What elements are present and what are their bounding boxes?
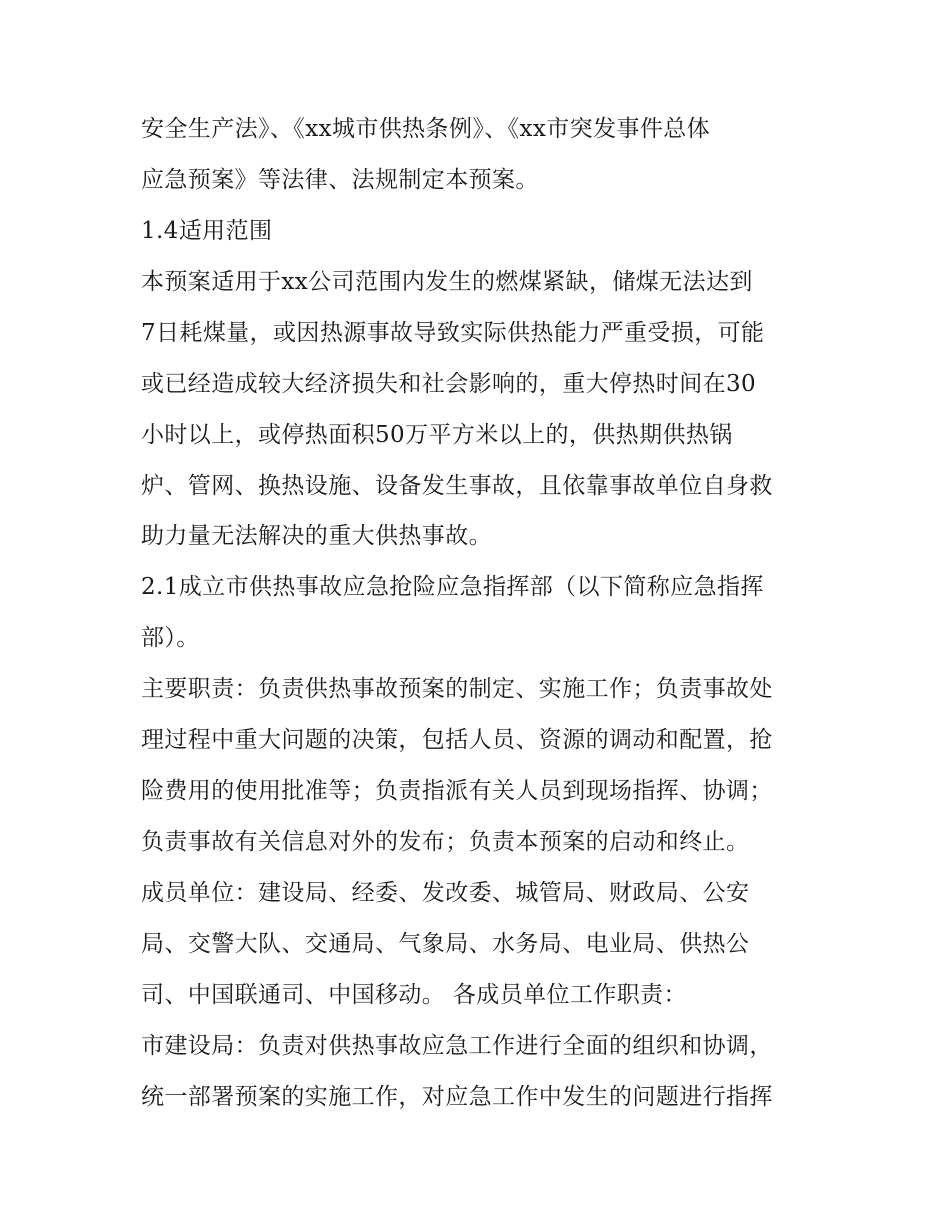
section-heading: 2.1成立市供热事故应急抢险应急指挥部（以下简称应急指挥 (141, 574, 764, 600)
paragraph-line: 本预案适用于xx公司范围内发生的燃煤紧缺，储煤无法达到 (141, 269, 753, 295)
paragraph-line: 部）。 (141, 625, 200, 651)
paragraph-line: 炉、管网、换热设施、设备发生事故，且依靠事故单位自身救 (141, 473, 773, 499)
paragraph-line: 统一部署预案的实施工作，对应急工作中发生的问题进行指挥 (141, 1084, 773, 1110)
paragraph-line: 理过程中重大问题的决策，包括人员、资源的调动和配置，抢 (141, 727, 773, 753)
paragraph-line: 7日耗煤量，或因热源事故导致实际供热能力严重受损，可能 (141, 320, 765, 346)
paragraph-line: 小时以上，或停热面积50万平方米以上的，供热期供热锅 (141, 422, 733, 448)
paragraph-line: 司、中国联通司、中国移动。 各成员单位工作职责： (141, 982, 687, 1008)
paragraph-line: 成员单位：建设局、经委、发改委、城管局、财政局、公安 (141, 880, 750, 906)
paragraph-line: 或已经造成较大经济损失和社会影响的，重大停热时间在30 (141, 371, 757, 397)
paragraph-line: 主要职责：负责供热事故预案的制定、实施工作；负责事故处 (141, 676, 773, 702)
section-heading: 1.4适用范围 (141, 218, 273, 244)
paragraph-line: 负责事故有关信息对外的发布；负责本预案的启动和终止。 (141, 829, 750, 855)
paragraph-line: 助力量无法解决的重大供热事故。 (141, 523, 492, 549)
paragraph-line: 安全生产法》、《xx城市供热条例》、《xx市突发事件总体 (141, 116, 711, 142)
paragraph-line: 险费用的使用批准等；负责指派有关人员到现场指挥、协调； (141, 778, 773, 804)
paragraph-line: 市建设局：负责对供热事故应急工作进行全面的组织和协调， (141, 1033, 773, 1059)
paragraph-line: 局、交警大队、交通局、气象局、水务局、电业局、供热公 (141, 931, 750, 957)
paragraph-line: 应急预案》等法律、法规制定本预案。 (141, 167, 539, 193)
